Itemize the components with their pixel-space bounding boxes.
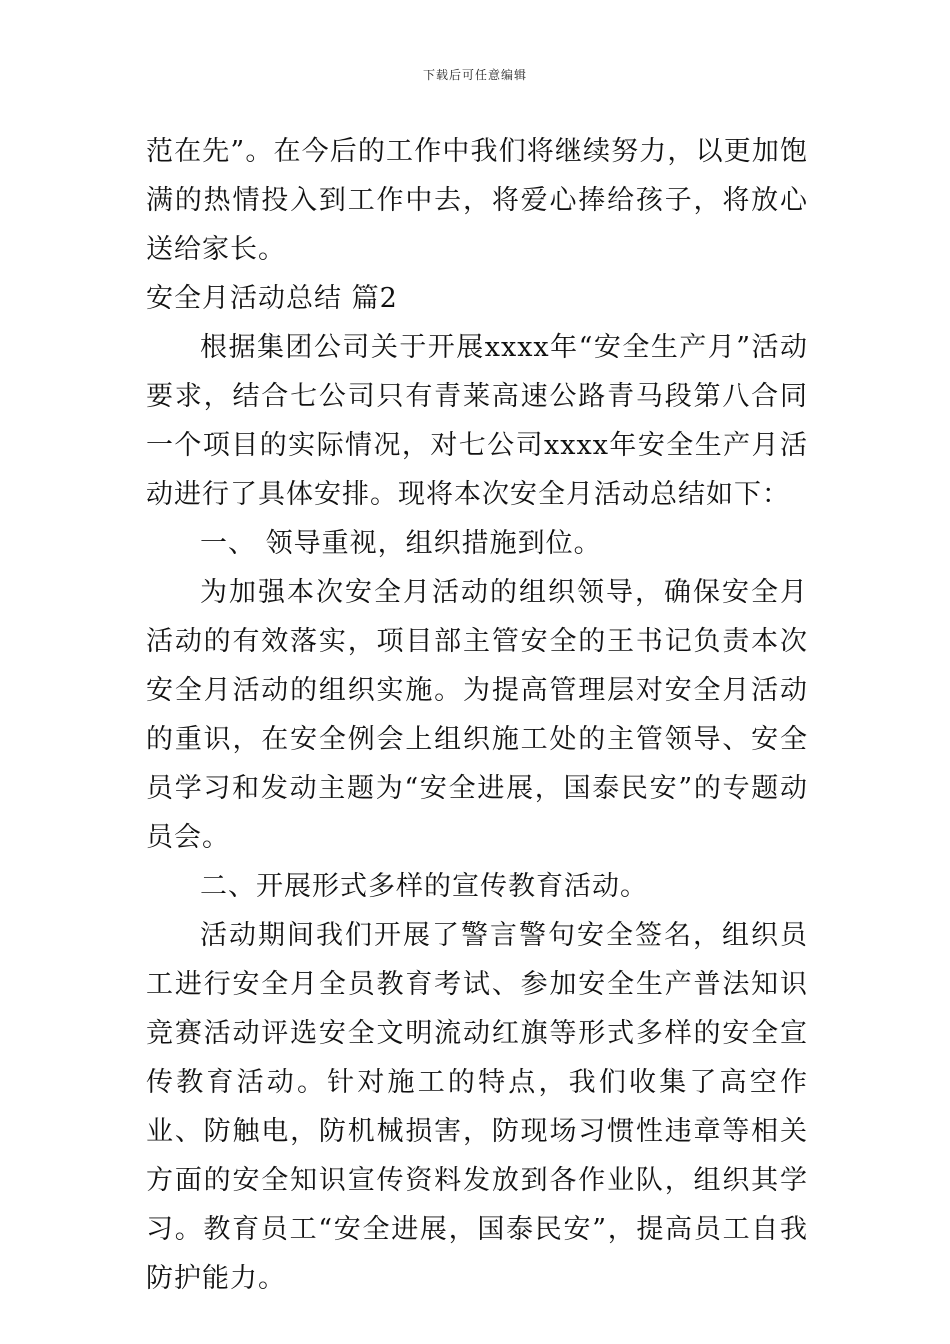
subheading-two: 二、开展形式多样的宣传教育活动。 [200, 871, 648, 902]
subheading-one: 一、 领导重视，组织措施到位。 [200, 528, 602, 559]
paragraph-continuation: 范在先”。在今后的工作中我们将继续努力，以更加饱满的热情投入到工作中去，将爱心捧给孩子，将放心送给家长。 [146, 136, 808, 265]
paragraph-activities: 活动期间我们开展了警言警句安全签名，组织员工进行安全月全员教育考试、参加安全生产普法知识竞赛活动评选安全文明流动红旗等形式多样的安全宣传教育活动。针对施工的特点，我们收集了高空作业、防触电，防机械损害，防现场习惯性违章等相关方面的安全知识宣传资料发放到各作业队，组织其学习。教育员工“安全进展，国泰民安”，提高员工自我防护能力。 [146, 920, 808, 1294]
paragraph-intro: 根据集团公司关于开展xxxx年“安全生产月”活动要求，结合七公司只有青莱高速公路青马段第八合同一个项目的实际情况，对七公司xxxx年安全生产月活动进行了具体安排。现将本次安全月活动总结如下： [146, 332, 808, 510]
paragraph-leadership: 为加强本次安全月活动的组织领导，确保安全月活动的有效落实，项目部主管安全的王书记负责本次安全月活动的组织实施。为提高管理层对安全月活动的重识，在安全例会上组织施工处的主管领导、安全员学习和发动主题为“安全进展，国泰民安”的专题动员会。 [146, 577, 808, 853]
header-note: 下载后可任意编辑 [422, 68, 527, 82]
section-title: 安全月活动总结 篇2 [146, 283, 398, 314]
document-body [146, 127, 808, 1303]
